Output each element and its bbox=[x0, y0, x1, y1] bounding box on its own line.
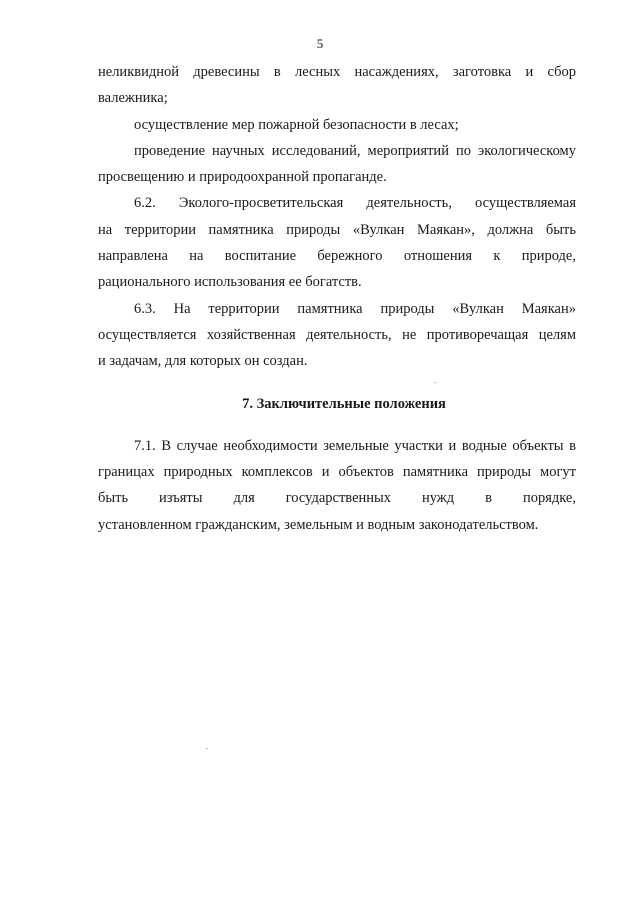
paragraph-6-2-line: направлена на воспитание бережного отношения к природе, bbox=[98, 248, 576, 265]
page-number: 5 bbox=[316, 36, 324, 51]
document-body bbox=[98, 59, 576, 538]
paragraph-7-1-line: границах природных комплексов и объектов памятника природы могут bbox=[98, 464, 576, 481]
paragraph-line: просвещению и природоохранной пропаганде. bbox=[98, 169, 387, 186]
scan-speck bbox=[206, 748, 208, 749]
paragraph-6-2-line: на территории памятника природы «Вулкан Маякан», должна быть bbox=[98, 221, 576, 238]
paragraph-7-1-line: 7.1. В случае необходимости земельные участки и водные объекты в bbox=[134, 437, 576, 454]
paragraph-7-1-line: установленном гражданским, земельным и водным законодательством. bbox=[98, 516, 539, 533]
list-item-fire-safety: осуществление мер пожарной безопасности в лесах; bbox=[134, 116, 459, 133]
paragraph-7-1-line: быть изъяты для государственных нужд в порядке, bbox=[98, 490, 576, 507]
paragraph-6-3-line: 6.3. На территории памятника природы «Вулкан Маякан» bbox=[134, 300, 576, 317]
section-7-heading: 7. Заключительные положения bbox=[242, 395, 446, 412]
scan-speck bbox=[434, 382, 436, 383]
paragraph-6-2-line: 6.2. Эколого-просветительская деятельность, осуществляемая bbox=[134, 195, 576, 212]
paragraph-line: неликвидной древесины в лесных насаждениях, заготовка и сбор bbox=[98, 64, 576, 80]
paragraph-6-3-line: и задачам, для которых он создан. bbox=[98, 353, 308, 370]
paragraph-line: проведение научных исследований, мероприятий по экологическому bbox=[134, 142, 576, 159]
paragraph-6-3-line: осуществляется хозяйственная деятельность, не противоречащая целям bbox=[98, 326, 576, 343]
paragraph-line: валежника; bbox=[98, 90, 168, 107]
paragraph-6-2-line: рационального использования ее богатств. bbox=[98, 274, 362, 291]
